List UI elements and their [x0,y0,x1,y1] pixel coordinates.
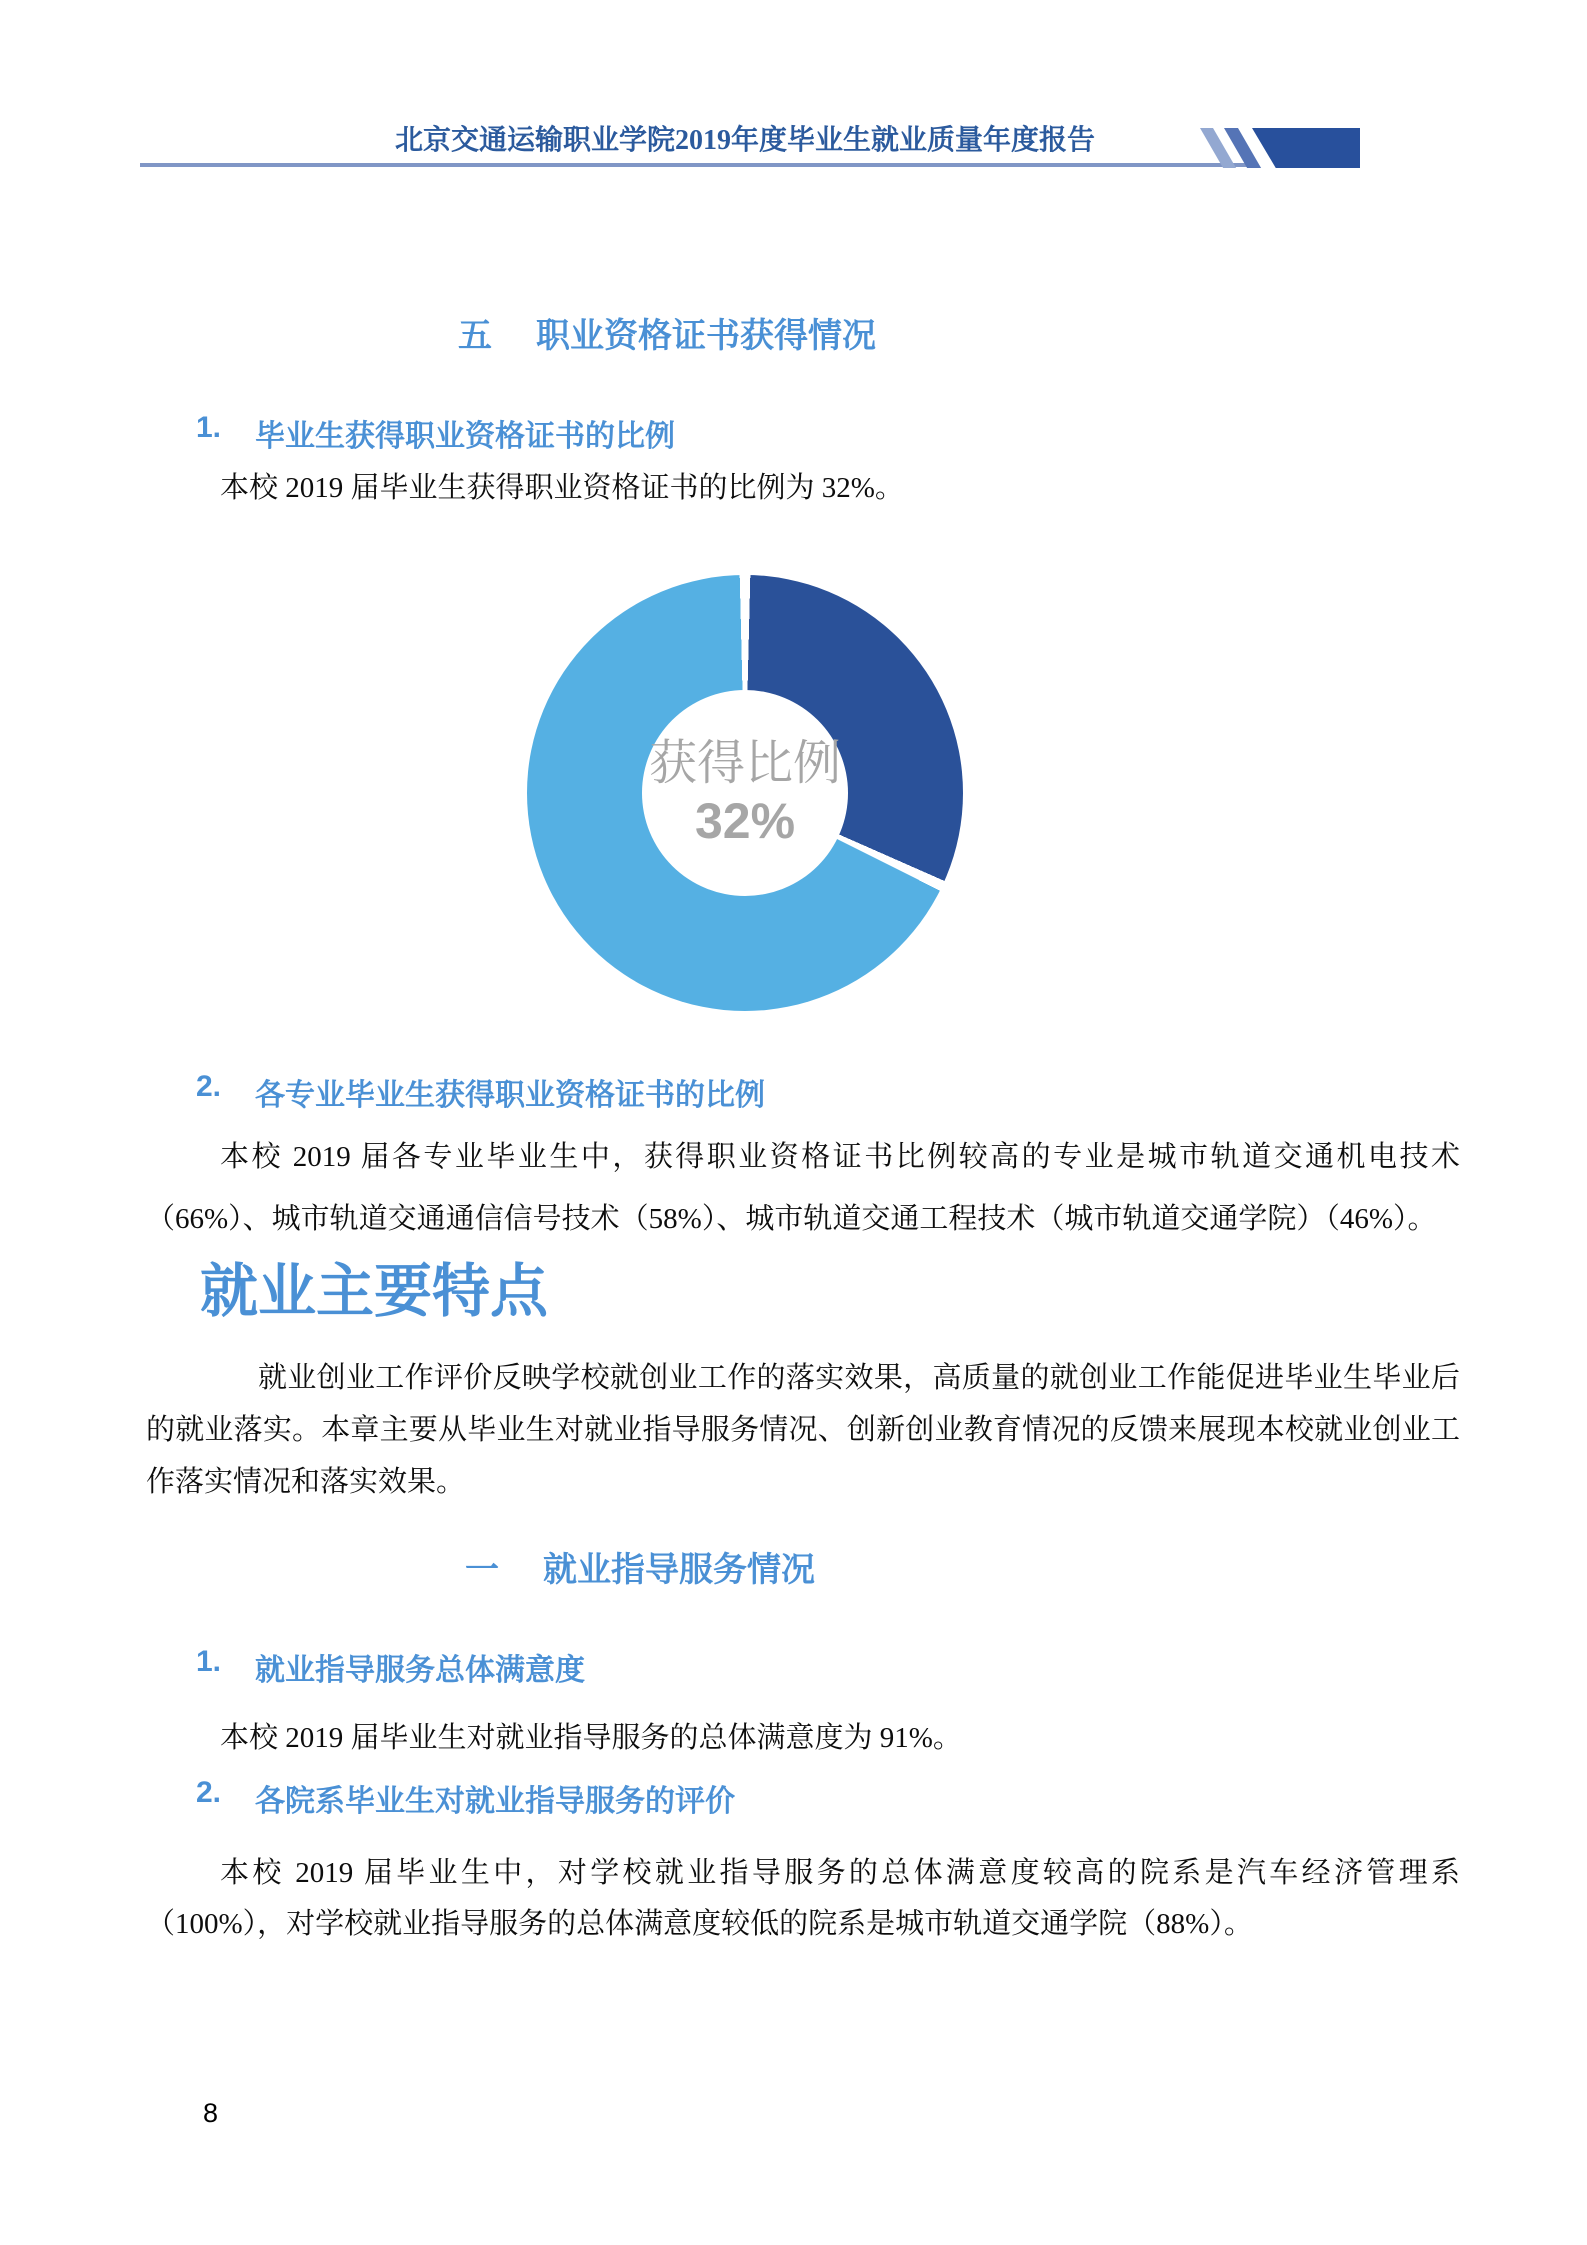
heading-number: 1. [196,411,222,444]
heading-cert-by-major [196,1070,765,1114]
page-number: 8 [203,2098,219,2128]
chapter-number: 五 [458,317,492,355]
paragraph-guidance-by-department: 本校 2019 届毕业生中，对学校就业指导服务的总体满意度较高的院系是汽车经济管理系（100%），对学校就业指导服务的总体满意度较低的院系是城市轨道交通学院（88%）。 [146,1857,1460,1940]
heading-number: 2. [196,1776,222,1809]
chapter-title-guidance [465,1542,815,1591]
paragraph-cert-by-major: 本校 2019 届各专业毕业生中，获得职业资格证书比例较高的专业是城市轨道交通机电技术（66%）、城市轨道交通通信信号技术（58%）、城市轨道交通工程技术（城市轨道交通学院）（46%）。 [146,1141,1460,1235]
donut-center-label: 获得比例 [648,737,841,790]
donut-center-value: 32% [694,793,796,849]
heading-label: 各专业毕业生获得职业资格证书的比例 [255,1079,765,1112]
header-corner-block-icon [1252,128,1360,168]
paragraph-employment-features: 就业创业工作评价反映学校就创业工作的落实效果，高质量的就创业工作能促进毕业生毕业后的就业落实。本章主要从毕业生对就业指导服务情况、创新创业教育情况的反馈来展现本校就业创业工作落实情况和落实效果。 [146,1362,1460,1498]
heading-guidance-satisfaction [196,1645,585,1689]
heading-label: 毕业生获得职业资格证书的比例 [255,420,675,453]
chapter-title-text: 职业资格证书获得情况 [536,317,876,355]
paragraph-guidance-satisfaction: 本校 2019 届毕业生对就业指导服务的总体满意度为 91%。 [220,1722,962,1754]
header-title: 北京交通运输职业学院2019年度毕业生就业质量年度报告 [395,125,1096,156]
heading-label: 各院系毕业生对就业指导服务的评价 [255,1785,735,1818]
heading-guidance-by-department [196,1776,735,1820]
donut-center-text [527,575,963,1011]
heading-number: 1. [196,1645,222,1678]
chapter-number: 一 [465,1551,499,1589]
heading-label: 就业指导服务总体满意度 [255,1654,585,1687]
heading-cert-ratio [196,411,675,455]
header-divider [140,163,1256,167]
chapter-title-text: 就业指导服务情况 [543,1551,815,1589]
donut-chart-cert-ratio [527,575,963,1011]
paragraph-cert-ratio: 本校 2019 届毕业生获得职业资格证书的比例为 32%。 [220,472,904,504]
chapter-title-cert [458,308,876,357]
section-heading-employment-features: 就业主要特点 [200,1259,549,1324]
heading-number: 2. [196,1070,222,1103]
